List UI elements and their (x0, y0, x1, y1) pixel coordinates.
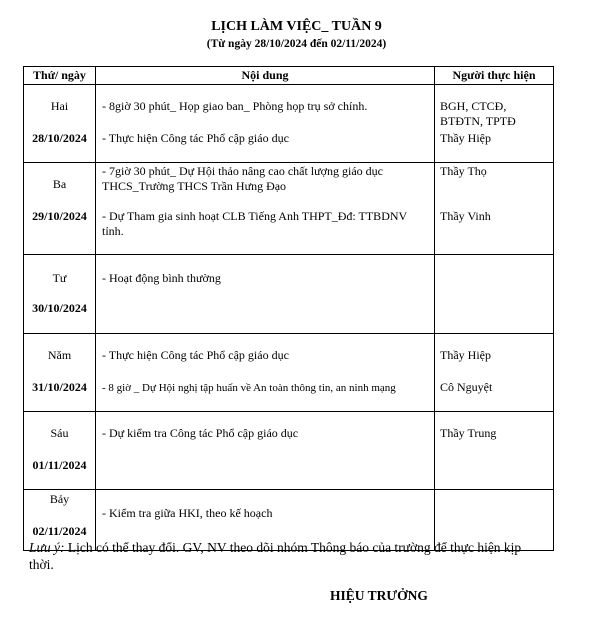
header-person: Người thực hiện (435, 67, 554, 85)
list-item: - Hoạt động bình thường (102, 271, 221, 285)
table-row (24, 334, 554, 412)
list-item: - 7giờ 30 phút_ Dự Hội thảo nâng cao chất lượng giáo dục THCS_Trường THCS Trần Hưng Đạo (102, 164, 383, 193)
content-cell (96, 334, 435, 412)
list-item: - Dự kiểm tra Công tác Phổ cập giáo dục (102, 426, 299, 440)
list-item: - Dự Tham gia sinh hoạt CLB Tiếng Anh THPT_Đđ: TTBDNV tỉnh. (102, 209, 407, 238)
list-item: - Thực hiện Công tác Phổ cập giáo dục (102, 131, 289, 145)
table-row (24, 163, 554, 255)
day-date: 28/10/2024 (32, 131, 87, 145)
note-label: Lưu ý: (29, 540, 65, 555)
person-cell (435, 163, 554, 255)
day-name: Năm (47, 348, 72, 362)
note-paragraph (29, 539, 549, 573)
day-cell (24, 412, 96, 490)
table-header-row (24, 67, 554, 85)
signer-title: HIỆU TRƯỞNG (330, 588, 428, 603)
person-name: Thầy Trung (440, 426, 497, 440)
content-cell (96, 255, 435, 334)
day-name: Hai (50, 99, 69, 113)
person-name: Thầy Hiệp (440, 348, 491, 362)
document-title: LỊCH LÀM VIỆC_ TUẦN 9 (211, 19, 382, 34)
list-item: - Thực hiện Công tác Phổ cập giáo dục (102, 348, 289, 362)
day-name: Ba (52, 177, 67, 191)
table-row (24, 85, 554, 163)
person-cell (435, 412, 554, 490)
list-item: - Kiểm tra giữa HKI, theo kế hoạch (102, 506, 273, 520)
person-name: Thầy Vinh (440, 209, 491, 223)
table-row (24, 255, 554, 334)
day-name: Tư (52, 271, 67, 285)
day-cell (24, 163, 96, 255)
day-date: 02/11/2024 (32, 524, 87, 538)
day-cell (24, 85, 96, 163)
person-name: Cô Nguyệt (440, 380, 493, 394)
person-name: Thầy Hiệp (440, 131, 491, 145)
person-cell (435, 255, 554, 334)
day-date: 30/10/2024 (32, 301, 87, 315)
day-name: Sáu (50, 426, 69, 440)
day-date: 31/10/2024 (32, 380, 87, 394)
list-item: - 8giờ 30 phút_ Họp giao ban_ Phòng họp trụ sở chính. (102, 99, 368, 113)
day-name: Bảy (49, 492, 70, 506)
person-cell (435, 85, 554, 163)
content-cell (96, 412, 435, 490)
person-name: BGH, CTCĐ, BTĐTN, TPTĐ (440, 99, 516, 128)
day-date: 29/10/2024 (32, 209, 87, 223)
person-name: Thầy Thọ (440, 164, 487, 178)
day-date: 01/11/2024 (32, 458, 87, 472)
table-row (24, 412, 554, 490)
list-item: - 8 giờ _ Dự Hội nghị tập huấn về An toàn thông tin, an ninh mạng (102, 382, 396, 394)
content-cell (96, 163, 435, 255)
note-text: Lịch có thể thay đổi. GV, NV theo dõi nhóm Thông báo của trường để thực hiện kịp thời. (29, 540, 522, 572)
document-subtitle: (Từ ngày 28/10/2024 đến 02/11/2024) (206, 38, 387, 50)
header-content: Nội dung (96, 67, 435, 85)
day-cell (24, 334, 96, 412)
schedule-table (23, 66, 554, 551)
header-day: Thứ/ ngày (24, 67, 96, 85)
person-cell (435, 334, 554, 412)
day-cell (24, 255, 96, 334)
content-cell (96, 85, 435, 163)
